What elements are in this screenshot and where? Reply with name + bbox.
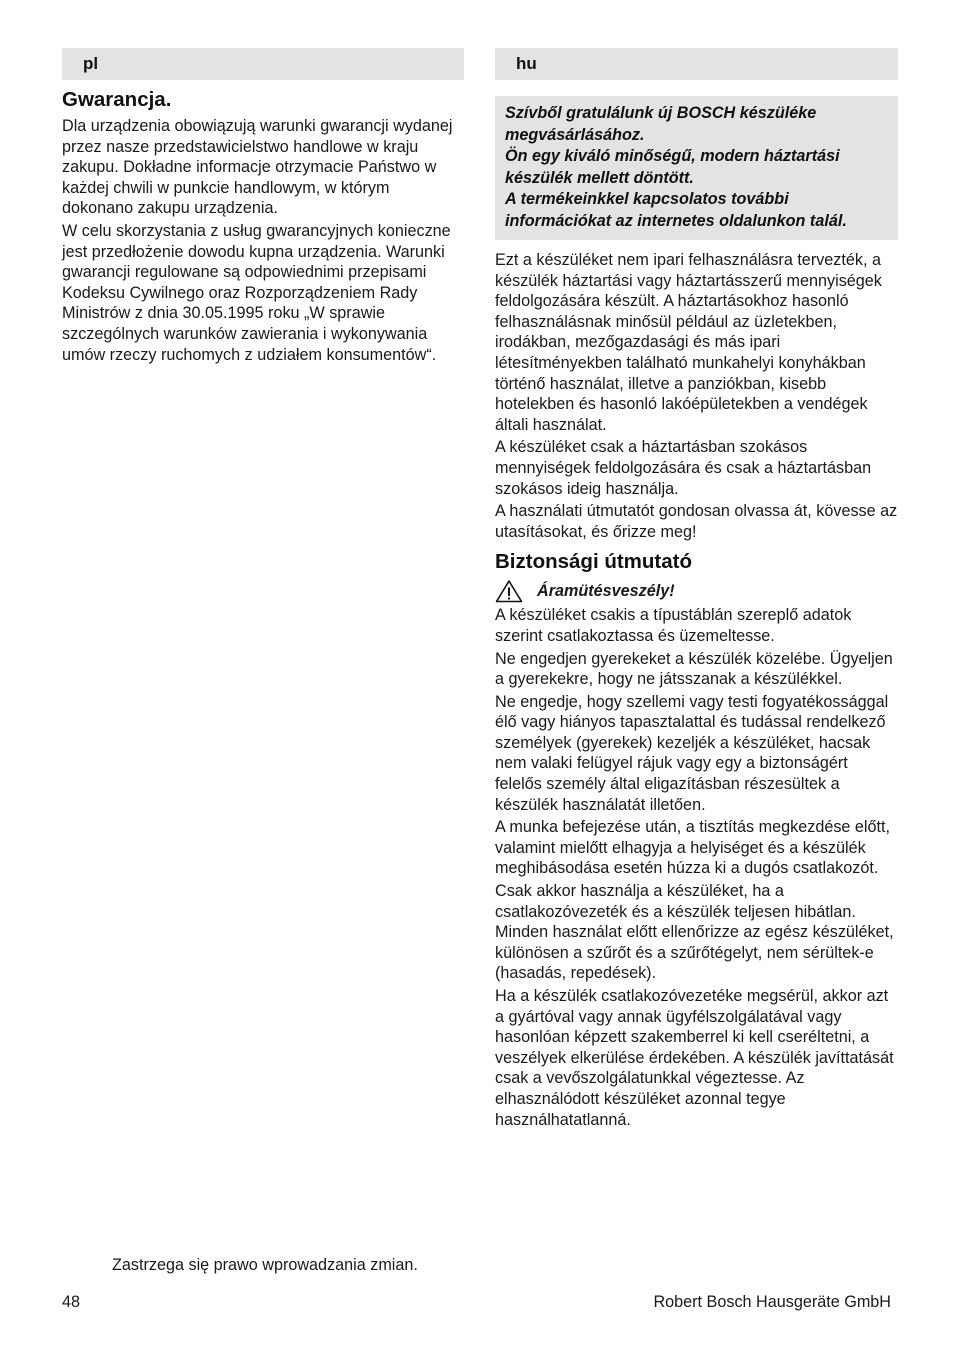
warning-label: Áramütésveszély! bbox=[537, 581, 675, 600]
right-column bbox=[495, 48, 898, 1130]
paragraph: Csak akkor használja a készüléket, ha a csatlakozóvezeték és a készülék teljesen hibátlan. Minden használat előtt ellenőrizze az egész készüléket, különösen a szűrőt és a szűrőtégelyt, nem sérültek-e (hasadás, repedések). bbox=[495, 882, 894, 983]
paragraph: A készüléket csak a háztartásban szokásos mennyiségek feldolgozására és csak a háztartásban szokásos ideig használja. bbox=[495, 438, 872, 498]
language-tag-pl: pl bbox=[62, 48, 464, 80]
usage-paragraphs bbox=[495, 250, 898, 542]
intro-line: A termékeinkkel kapcsolatos további információkat az internetes oldalunkon talál. bbox=[505, 190, 847, 230]
paragraph: A munka befejezése után, a tisztítás megkezdése előtt, valamint mielőtt elhagyja a helyiséget és a készülék meghibásodása esetén húzza ki a dugós csatlakozót. bbox=[495, 818, 891, 878]
paragraph: Ne engedjen gyerekeket a készülék közelébe. Ügyeljen a gyerekekre, hogy ne játsszanak a készülékkel. bbox=[495, 649, 893, 689]
paragraph: A készüléket csakis a típustáblán szereplő adatok szerint csatlakoztassa és üzemeltesse. bbox=[495, 606, 852, 645]
section-title-safety: Biztonsági útmutató bbox=[495, 550, 693, 574]
safety-paragraphs bbox=[495, 605, 898, 1130]
intro-line: Szívből gratulálunk új BOSCH készüléke megvásárlásához. bbox=[505, 104, 817, 144]
warning-triangle-icon bbox=[495, 579, 523, 603]
paragraph: W celu skorzystania z usług gwarancyjnych konieczne jest przedłożenie dowodu kupna urządzenia. Warunki gwarancji regulowane są odpowiednimi przepisami Kodeksu Cywilnego oraz Rozporządzeniem Rady Ministrów z dnia 30.05.1995 roku „W sprawie szczególnych warunków zawierania i wykonywania umów rzeczy ruchomych z udziałem konsumentów“. bbox=[62, 221, 451, 364]
paragraph: Dla urządzenia obowiązują warunki gwarancji wydanej przez nasze przedstawicielstwo handlowe w kraju zakupu. Dokładne informacje otrzymacie Państwo w każdej chwili w punkcie handlowym, w którym dokonano zakupu urządzenia. bbox=[62, 117, 453, 218]
changes-reserved-note: Zastrzega się prawo wprowadzania zmian. bbox=[112, 1256, 418, 1274]
page-number: 48 bbox=[62, 1293, 81, 1311]
intro-line: Ön egy kiváló minőségű, modern háztartási készülék mellett döntött. bbox=[505, 147, 840, 187]
intro-box bbox=[495, 96, 898, 240]
language-tag-hu: hu bbox=[495, 48, 898, 80]
warning-heading bbox=[495, 579, 898, 603]
section-title-gwarancja: Gwarancja. bbox=[62, 88, 172, 111]
paragraph: Ne engedje, hogy szellemi vagy testi fogyatékossággal élő vagy hiányos tapasztalattal és tudással rendelkező személyek (gyerekek) kezeljék a készüléket, hacsak nem valaki felügyel rájuk vagy egy a biztonságért felelős személy által eligazításban részesültek a készülék használatát illetően. bbox=[495, 692, 889, 814]
paragraph: Ezt a készüléket nem ipari felhasználásra tervezték, a készülék háztartási vagy háztartásszerű mennyiségek feldolgozására készült. A háztartásokhoz hasonló felhasználásnak minősül például az üzletekben, irodákban, mezőgazdasági és más ipari létesítményekben található munkahelyi konyhákban történő használat, illetve a panziókban, kisebb hotelekben és hasonló lakóépületekben a vendégek általi használat. bbox=[495, 251, 882, 434]
paragraph: Ha a készülék csatlakozóvezetéke megsérül, akkor azt a gyártóval vagy annak ügyfélszolgálatával vagy hasonlóan képzett szakemberrel ki kell cseréltetni, a veszélyek elkerülése érdekében. A készülék javíttatását csak a vevőszolgálatunkkal végeztesse. Az elhasználódott készüléket azonnal tegye használhatatlanná. bbox=[495, 987, 894, 1129]
publisher-name: Robert Bosch Hausgeräte GmbH bbox=[653, 1293, 891, 1311]
left-column bbox=[62, 48, 464, 365]
paragraph: A használati útmutatót gondosan olvassa át, kövesse az utasításokat, és őrizze meg! bbox=[495, 502, 898, 541]
